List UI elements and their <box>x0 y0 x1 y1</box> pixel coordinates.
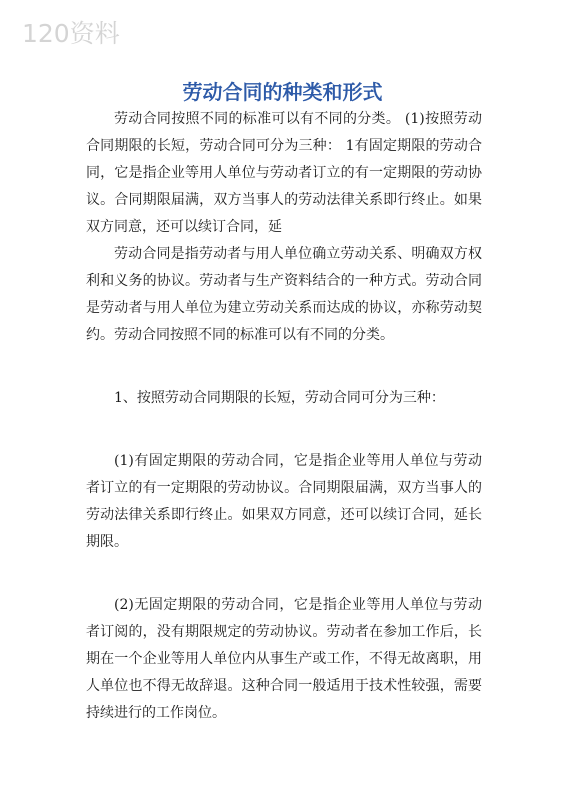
section-heading: 1、按照劳动合同期限的长短，劳动合同可分为三种： <box>114 390 445 406</box>
paragraph: 劳动合同是指劳动者与用人单位确立劳动关系、明确双方权利和义务的协议。劳动者与生产资料结合的一种方式。劳动合同是劳动者与用人单位为建立劳动关系而达成的协议，亦称劳动契约。劳动合同按照不同的标准可以有不同的分类。 <box>86 246 482 343</box>
document-title: 劳动合同的种类和形式 <box>182 80 383 104</box>
paragraph: (1)有固定期限的劳动合同，它是指企业等用人单位与劳动者订立的有一定期限的劳动协议。合同期限届满，双方当事人的劳动法律关系即行终止。如果双方同意，还可以续订合同，延长期限。 <box>86 453 482 550</box>
watermark-logo: 120资料 <box>22 19 120 48</box>
document-body <box>86 106 482 727</box>
paragraph: (2)无固定期限的劳动合同，它是指企业等用人单位与劳动者订阅的，没有期限规定的劳动协议。劳动者在参加工作后，长期在一个企业等用人单位内从事生产或工作，不得无故离职，用人单位也不得无故辞退。这种合同一般适用于技术性较强，需要持续进行的工作岗位。 <box>86 597 482 721</box>
paragraph: 劳动合同按照不同的标准可以有不同的分类。 (1)按照劳动合同期限的长短，劳动合同可分为三种： 1有固定期限的劳动合同，它是指企业等用人单位与劳动者订立的有一定期限的劳动协议。合同期限届满，双方当事人的劳动法律关系即行终止。如果双方同意，还可以续订合同，延 <box>86 111 482 235</box>
